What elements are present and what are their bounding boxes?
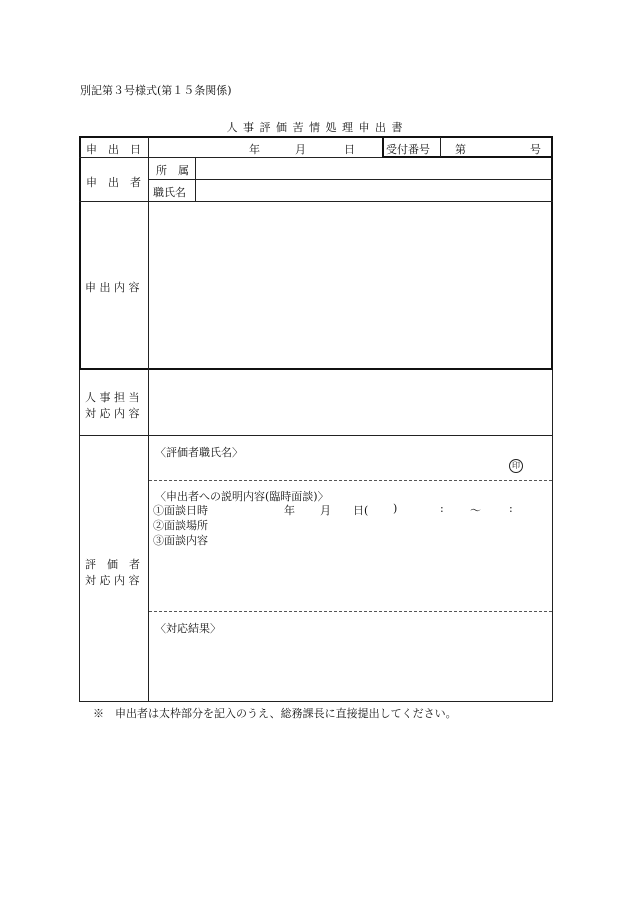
row-divider-hr <box>79 435 553 436</box>
submission-date-label: 申 出 日 <box>86 143 141 156</box>
label-column-divider <box>148 137 149 702</box>
interview-time-colon-1: : <box>440 502 444 515</box>
interview-content-label: ③面談内容 <box>153 534 208 547</box>
result-heading: 〈対応結果〉 <box>155 622 221 635</box>
request-content-field[interactable] <box>150 203 550 367</box>
result-field[interactable] <box>150 632 550 700</box>
hr-response-label-line1: 人 事 担 当 <box>85 391 140 404</box>
evaluator-dashed-divider-1 <box>149 480 552 481</box>
date-month-unit: 月 <box>295 143 306 156</box>
date-day-unit: 日 <box>344 143 355 156</box>
footnote: ※ 申出者は太枠部分を記入のうえ、総務課長に直接提出してください。 <box>93 707 457 720</box>
evaluator-name-heading: 〈評価者職氏名〉 <box>155 446 243 459</box>
interview-place-label: ②面談場所 <box>153 519 208 532</box>
explanation-heading: 〈申出者への説明内容(臨時面談)〉 <box>155 490 329 503</box>
hr-response-label-line2: 対 応 内 容 <box>85 407 140 420</box>
request-content-label: 申 出 内 容 <box>85 281 140 294</box>
affiliation-label: 所 属 <box>156 164 189 177</box>
form-title: 人 事 評 価 苦 情 処 理 申 出 書 <box>226 121 404 134</box>
evaluator-dashed-divider-2 <box>149 611 552 612</box>
interview-day-close: ) <box>393 502 398 515</box>
affiliation-field[interactable] <box>197 158 551 178</box>
interview-year-unit: 年 <box>284 504 295 517</box>
interview-day-unit: 日( <box>353 504 369 517</box>
applicant-label: 申 出 者 <box>86 176 141 189</box>
receipt-prefix: 第 <box>455 143 466 156</box>
form-number: 別記第３号様式(第１５条関係) <box>80 84 232 97</box>
interview-time-colon-2: : <box>509 502 513 515</box>
interview-time-tilde: 〜 <box>470 504 481 517</box>
receipt-number-divider <box>440 137 441 157</box>
interview-datetime-label: ①面談日時 <box>153 504 208 517</box>
job-name-field[interactable] <box>197 180 551 200</box>
job-name-label: 職氏名 <box>153 186 186 199</box>
applicant-sublabel-divider <box>195 157 196 201</box>
interview-month-unit: 月 <box>320 504 331 517</box>
receipt-suffix: 号 <box>530 143 541 156</box>
evaluator-response-label-line1: 評 価 者 <box>85 558 140 571</box>
receipt-number-label: 受付番号 <box>386 143 430 156</box>
hr-response-field[interactable] <box>150 372 550 434</box>
evaluator-response-label-line2: 対 応 内 容 <box>85 574 140 587</box>
seal-icon: 印 <box>509 459 523 473</box>
row-divider-applicant <box>79 201 553 202</box>
date-year-unit: 年 <box>249 143 260 156</box>
